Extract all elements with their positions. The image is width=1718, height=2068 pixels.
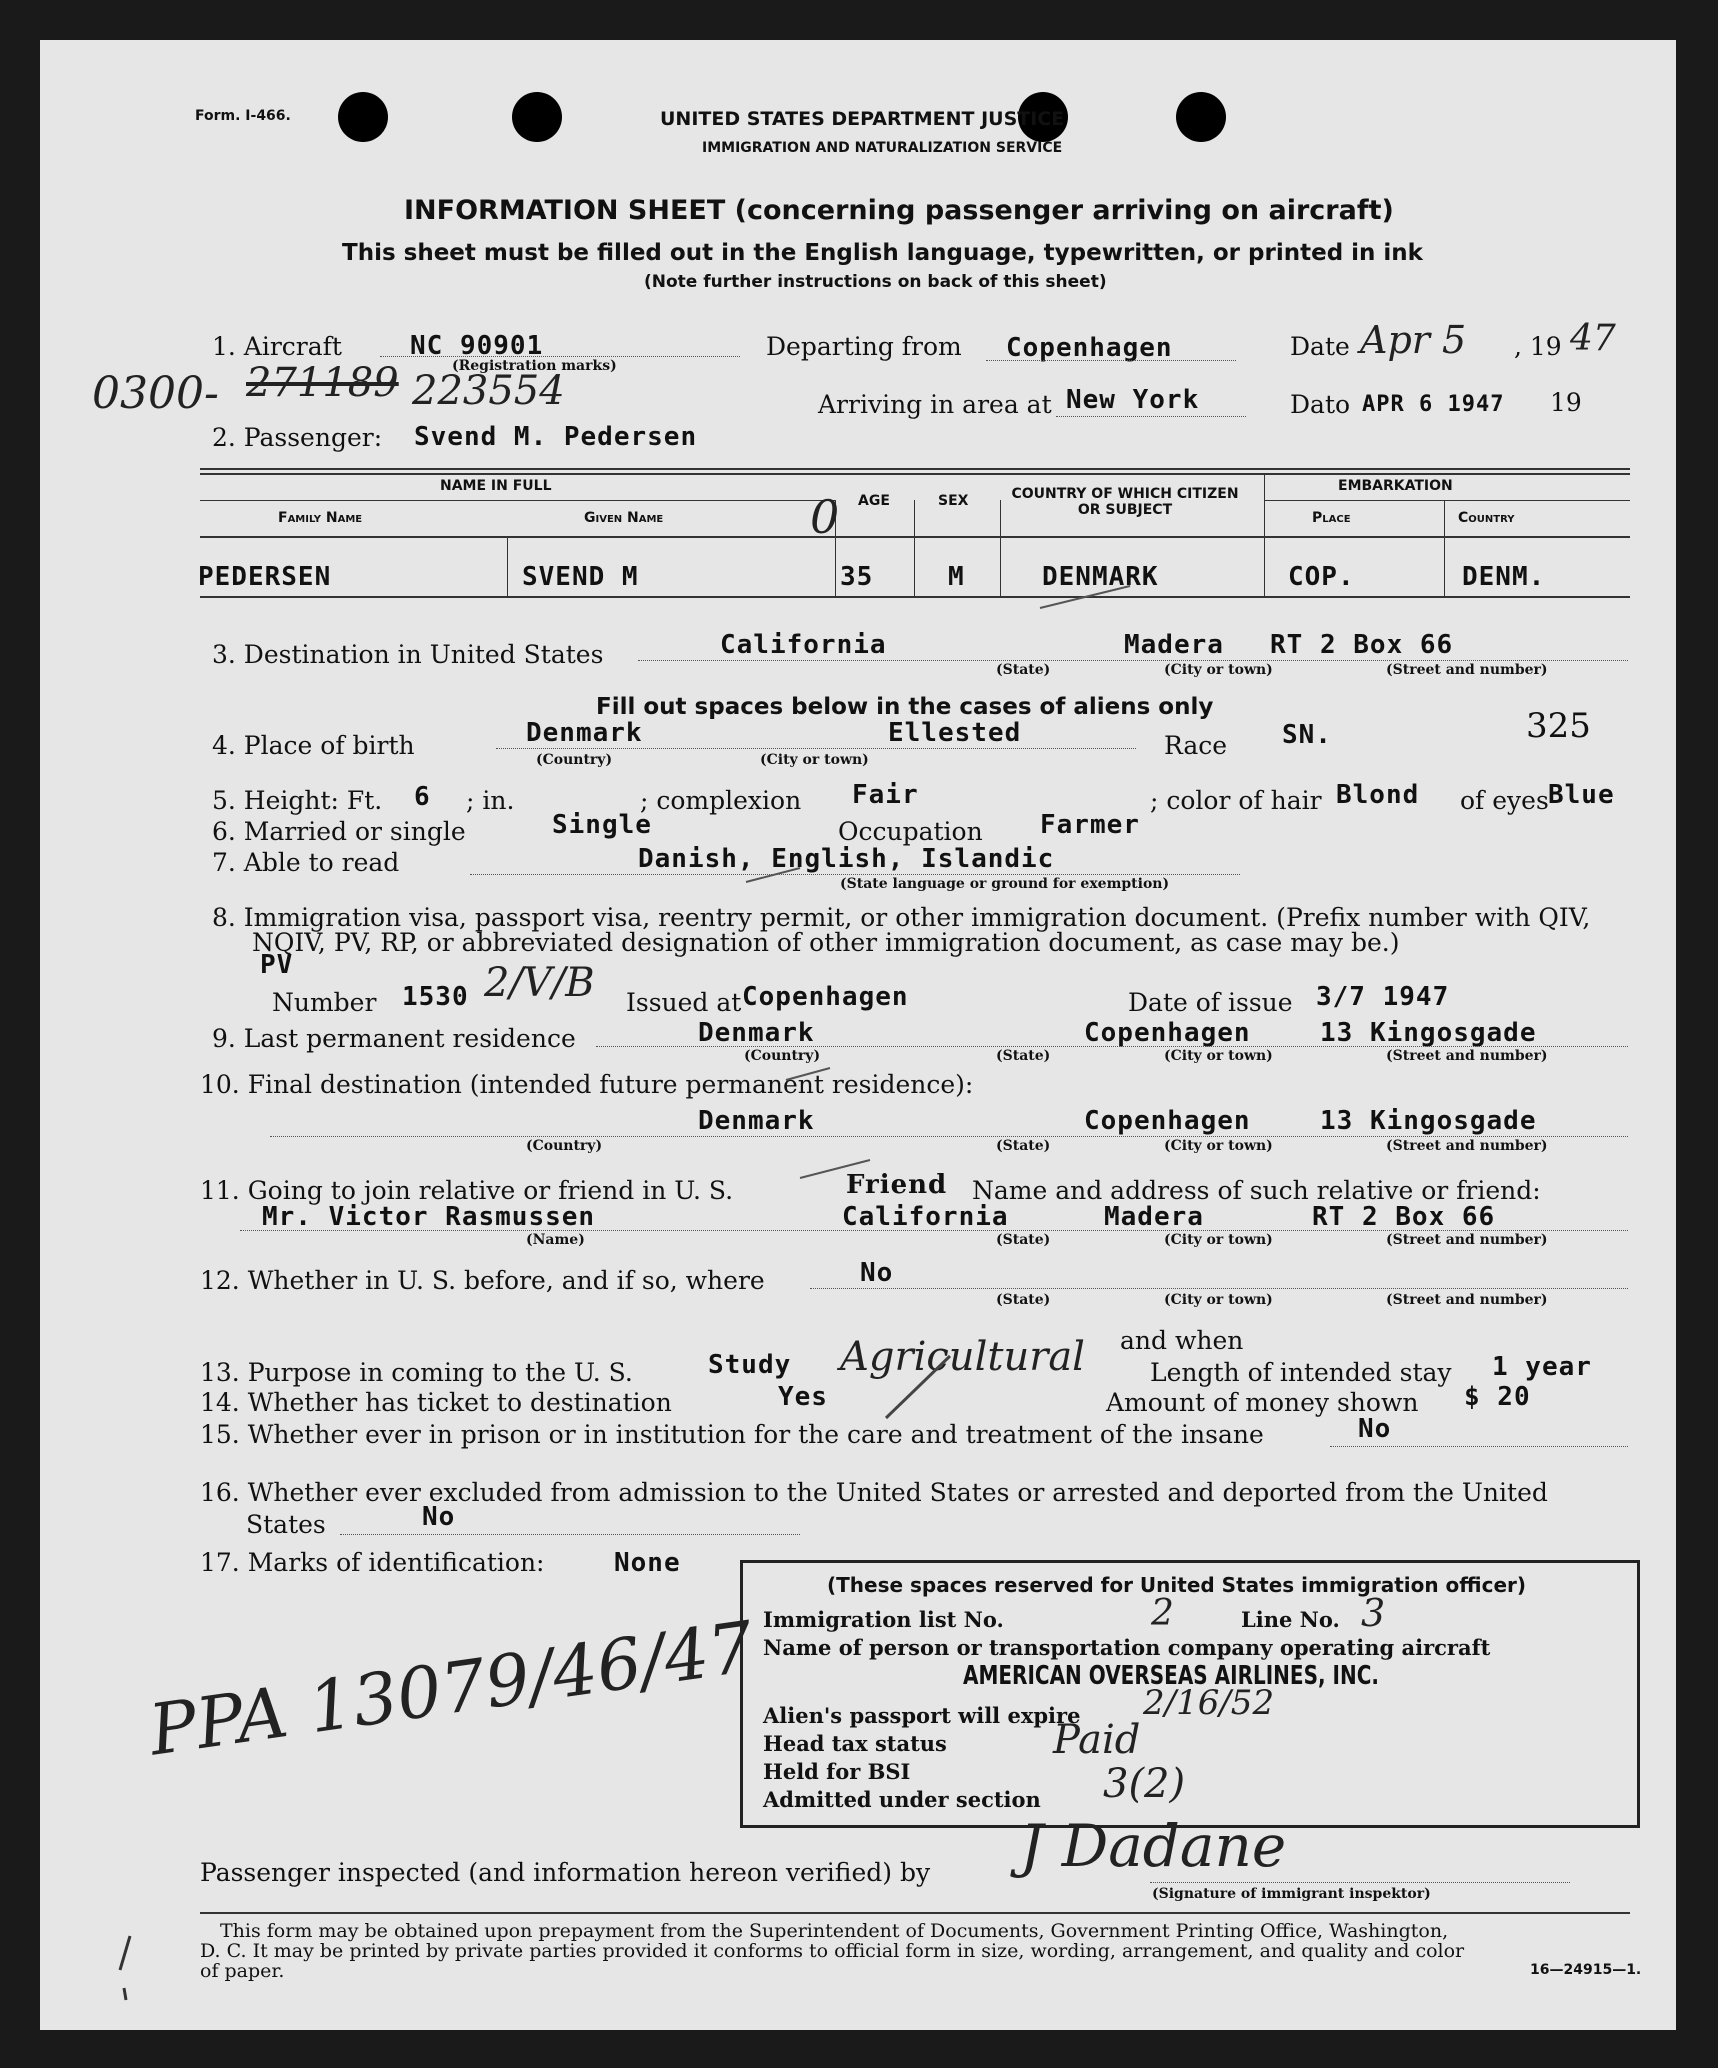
footer-line-3: of paper. [200, 1960, 285, 1982]
residence-caption-country: (Country) [744, 1048, 821, 1064]
hair-value: Blond [1336, 780, 1420, 810]
passenger-value: Svend M. Pedersen [414, 422, 698, 452]
relative-type: Friend [846, 1170, 948, 1200]
before-when-label: and when [1120, 1326, 1244, 1355]
residence-street: 13 Kingosgade [1320, 1018, 1537, 1048]
final-country: Denmark [698, 1106, 815, 1136]
footer-code: 16—24915—1. [1530, 1962, 1642, 1978]
date-label: Date [1290, 332, 1350, 361]
aircraft-label: 1. Aircraft [212, 332, 342, 361]
marks-value: None [614, 1548, 681, 1578]
eyes-value: Blue [1548, 780, 1615, 810]
height-ft: 6 [414, 782, 431, 812]
section-label: Admitted under section [763, 1787, 1041, 1812]
excluded-label-2: States [246, 1510, 326, 1539]
relative-state: California [842, 1202, 1009, 1232]
punch-hole [338, 92, 388, 142]
visa-number: 1530 [402, 982, 469, 1012]
purpose-value: Study [708, 1350, 792, 1380]
inspector-signature: J Dadane [1020, 1812, 1287, 1880]
married-value: Single [552, 810, 652, 840]
residence-city: Copenhagen [1084, 1018, 1251, 1048]
age-header: AGE [858, 493, 890, 509]
caption-state: (State) [996, 662, 1051, 678]
residence-country: Denmark [698, 1018, 815, 1048]
relative-street: RT 2 Box 66 [1312, 1202, 1496, 1232]
date-value: Apr 5 [1360, 318, 1467, 362]
eyes-label: of eyes [1460, 786, 1549, 815]
footer-line-1: This form may be obtained upon prepayment from the Superintendent of Documents, Government Printing Office, Washington, [220, 1920, 1449, 1942]
department-name: UNITED STATES DEPARTMENT JUSTICE [660, 108, 1065, 130]
relative-caption-city: (City or town) [1164, 1232, 1273, 1248]
height-in-label: ; in. [466, 786, 515, 815]
form-number: Form. I-466. [195, 108, 291, 124]
residence-label: 9. Last permanent residence [212, 1024, 576, 1053]
aliens-note: Fill out spaces below in the cases of aliens only [596, 694, 1214, 720]
birth-caption-country: (Country) [536, 752, 613, 768]
visa-label: 8. Immigration visa, passport visa, reentry permit, or other immigration document. (Prefix number with QIV, [212, 903, 1591, 932]
birth-city: Ellested [888, 718, 1022, 748]
final-caption-state: (State) [996, 1138, 1051, 1154]
service-name: IMMIGRATION AND NATURALIZATION SERVICE [702, 140, 1063, 156]
tax-label: Head tax status [763, 1731, 947, 1756]
operator-label: Name of person or transportation company operating aircraft [763, 1635, 1491, 1660]
caption-street: (Street and number) [1386, 662, 1548, 678]
before-caption-street: (Street and number) [1386, 1292, 1548, 1308]
birth-caption-city: (City or town) [760, 752, 869, 768]
visa-handwritten: 2/V/B [484, 960, 595, 1006]
sex-header: SEX [938, 493, 969, 509]
money-label: Amount of money shown [1106, 1388, 1419, 1417]
before-value: No [860, 1258, 894, 1288]
excluded-value: No [422, 1502, 456, 1532]
arrival-date-label: Dato [1290, 390, 1351, 419]
file-number-new: 223554 [412, 368, 565, 414]
place-header: Place [1312, 510, 1351, 526]
final-label: 10. Final destination (intended future permanent residence): [200, 1070, 974, 1099]
year-prefix: , 19 [1514, 332, 1562, 361]
caption-city: (City or town) [1164, 662, 1273, 678]
given-name-header: Given Name [584, 510, 664, 526]
inspected-label: Passenger inspected (and information hereon verified) by [200, 1858, 931, 1887]
line-value: 3 [1361, 1591, 1386, 1635]
arrival-date-stamp: APR 6 1947 [1362, 392, 1505, 417]
purpose-label: 13. Purpose in coming to the U. S. [200, 1358, 633, 1387]
signature-caption: (Signature of immigrant inspektor) [1152, 1886, 1431, 1902]
height-label: 5. Height: Ft. [212, 786, 383, 815]
read-label: 7. Able to read [212, 848, 400, 877]
ticket-label: 14. Whether has ticket to destination [200, 1388, 672, 1417]
destination-street: RT 2 Box 66 [1270, 630, 1454, 660]
residence-caption-city: (City or town) [1164, 1048, 1273, 1064]
arriving-label: Arriving in area at [818, 390, 1052, 419]
arrival-year-suffix: 19 [1550, 388, 1582, 417]
officer-heading: (These spaces reserved for United States immigration officer) [827, 1573, 1527, 1597]
before-label: 12. Whether in U. S. before, and if so, where [200, 1266, 765, 1295]
final-caption-street: (Street and number) [1386, 1138, 1548, 1154]
hair-label: ; color of hair [1150, 786, 1322, 815]
final-caption-country: (Country) [526, 1138, 603, 1154]
arriving-value: New York [1066, 385, 1200, 415]
expire-value: 2/16/52 [1143, 1683, 1275, 1723]
family-name-header: Family Name [278, 510, 363, 526]
occupation-value: Farmer [1040, 810, 1140, 840]
relative-city: Madera [1104, 1202, 1204, 1232]
year-value: 47 [1570, 318, 1616, 359]
birth-label: 4. Place of birth [212, 731, 415, 760]
issue-date-label: Date of issue [1128, 988, 1293, 1017]
destination-label: 3. Destination in United States [212, 640, 604, 669]
document-page [40, 40, 1676, 2030]
departing-value: Copenhagen [1006, 333, 1173, 363]
passenger-label: 2. Passenger: [212, 423, 383, 452]
money-value: $ 20 [1464, 1382, 1531, 1412]
race-value: SN. [1282, 720, 1332, 750]
expire-label: Alien's passport will expire [763, 1703, 1081, 1728]
file-number-prefix: 0300- [92, 368, 219, 419]
relative-name: Mr. Victor Rasmussen [262, 1202, 596, 1232]
stay-label: Length of intended stay [1150, 1358, 1452, 1387]
footer-line-2: D. C. It may be printed by private parties provided it conforms to official form in size, wording, arrangement, and quality and color [200, 1940, 1465, 1962]
married-label: 6. Married or single [212, 817, 466, 846]
residence-caption-state: (State) [996, 1048, 1051, 1064]
file-number-struck: 271189 [246, 360, 399, 406]
issue-date-value: 3/7 1947 [1316, 982, 1450, 1012]
relative-caption-state: (State) [996, 1232, 1051, 1248]
final-city: Copenhagen [1084, 1106, 1251, 1136]
prison-label: 15. Whether ever in prison or in institution for the care and treatment of the insane [200, 1420, 1264, 1449]
punch-hole [512, 92, 562, 142]
destination-city: Madera [1124, 630, 1224, 660]
race-label: Race [1164, 731, 1228, 760]
prison-value: No [1358, 1414, 1392, 1444]
issued-value: Copenhagen [742, 982, 909, 1012]
section-value: 3(2) [1103, 1761, 1186, 1807]
registration-caption: (Registration marks) [452, 358, 617, 374]
name-in-full-header: NAME IN FULL [440, 478, 552, 494]
row-given-name: SVEND M [522, 562, 639, 592]
departing-label: Departing from [766, 332, 962, 361]
row-age: 35 [840, 562, 874, 592]
row-embark-country: DENM. [1462, 562, 1546, 592]
form-subtitle: This sheet must be filled out in the English language, typewritten, or printed in ink [342, 240, 1423, 266]
operator-stamp: AMERICAN OVERSEAS AIRLINES, INC. [963, 1659, 1379, 1691]
citizen-header: COUNTRY OF WHICH CITIZEN OR SUBJECT [1011, 486, 1239, 518]
relative-label: 11. Going to join relative or friend in U. S. [200, 1176, 734, 1205]
residence-caption-street: (Street and number) [1386, 1048, 1548, 1064]
row-citizen: DENMARK [1042, 562, 1159, 592]
visa-number-label: Number [272, 988, 377, 1017]
excluded-label: 16. Whether ever excluded from admission to the United States or arrested and deported from the United [200, 1478, 1548, 1507]
handwritten-file-number: PPA 13079/46/47 [144, 1605, 759, 1772]
officer-box [740, 1560, 1640, 1828]
complexion-label: ; complexion [640, 786, 802, 815]
form-note: (Note further instructions on back of this sheet) [644, 272, 1107, 292]
relative-caption-street: (Street and number) [1386, 1232, 1548, 1248]
form-title: INFORMATION SHEET (concerning passenger arriving on aircraft) [404, 195, 1394, 226]
final-street: 13 Kingosgade [1320, 1106, 1537, 1136]
tax-value: Paid [1053, 1717, 1141, 1763]
purpose-handwritten: Agricultural [840, 1334, 1085, 1380]
visa-label-2: NQIV, PV, RP, or abbreviated designation of other immigration document, as case may be.) [252, 928, 1400, 957]
aircraft-value: NC 90901 [410, 331, 544, 361]
marks-label: 17. Marks of identification: [200, 1548, 545, 1577]
visa-prefix: PV [260, 950, 294, 980]
stay-value: 1 year [1492, 1352, 1592, 1382]
relative-label-2: Name and address of such relative or friend: [972, 1176, 1541, 1205]
row-embark-place: COP. [1288, 562, 1355, 592]
punch-hole [1176, 92, 1226, 142]
list-value: 2 [1151, 1593, 1174, 1634]
relative-caption-name: (Name) [526, 1232, 585, 1248]
row-handwritten-mark: 0 [810, 490, 840, 544]
final-caption-city: (City or town) [1164, 1138, 1273, 1154]
destination-state: California [720, 630, 887, 660]
issued-label: Issued at [626, 988, 742, 1017]
before-caption-state: (State) [996, 1292, 1051, 1308]
ticket-value: Yes [778, 1382, 828, 1412]
embarkation-header: EMBARKATION [1338, 478, 1453, 494]
read-value: Danish, English, Islandic [638, 844, 1055, 874]
row-sex: M [948, 562, 965, 592]
line-label: Line No. [1241, 1607, 1340, 1632]
country-header: Country [1458, 510, 1515, 526]
read-caption: (State language or ground for exemption) [840, 876, 1170, 892]
list-label: Immigration list No. [763, 1607, 1004, 1632]
complexion-value: Fair [852, 780, 919, 810]
occupation-label: Occupation [838, 817, 983, 846]
birth-country: Denmark [526, 718, 643, 748]
bsi-label: Held for BSI [763, 1759, 911, 1784]
row-family-name: PEDERSEN [198, 562, 332, 592]
race-number: 325 [1526, 706, 1591, 746]
before-caption-city: (City or town) [1164, 1292, 1273, 1308]
